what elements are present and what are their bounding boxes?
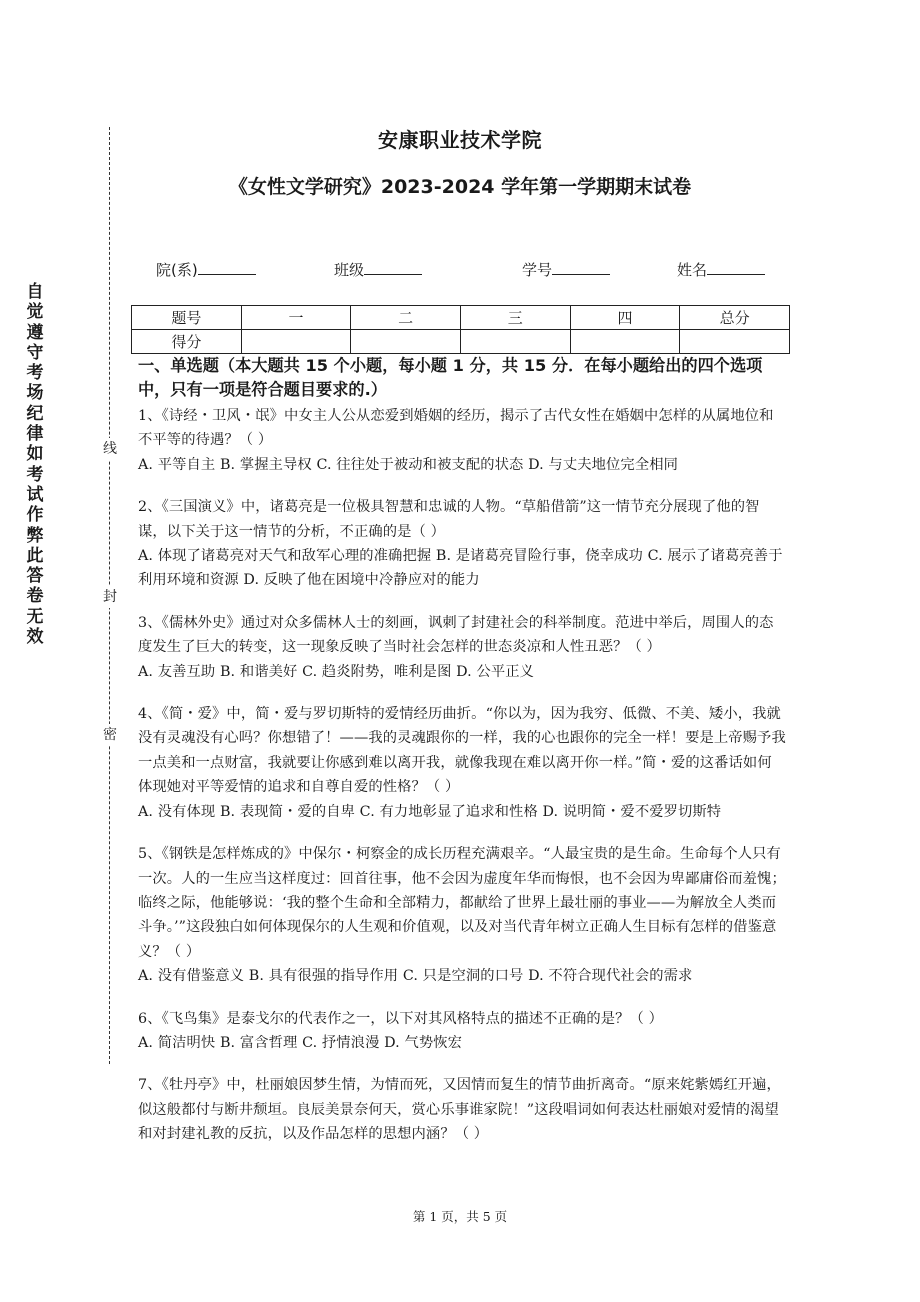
student-id-label: 学号 [522, 261, 553, 279]
score-table-row-label: 题号 [132, 306, 242, 330]
question-item [138, 1007, 786, 1056]
department-blank[interactable] [198, 259, 256, 275]
school-name: 安康职业技术学院 [378, 128, 542, 152]
question-options: A. 简洁明快 B. 富含哲理 C. 抒情浪漫 D. 气势恢宏 [138, 1034, 463, 1051]
class-blank[interactable] [364, 259, 422, 275]
page-number: 第 1 页，共 5 页 [412, 1209, 508, 1224]
question-options: A. 没有借鉴意义 B. 具有很强的指导作用 C. 只是空洞的口号 D. 不符合现代社会的需求 [138, 968, 693, 985]
score-cell[interactable] [570, 330, 680, 354]
exam-title: 《女性文学研究》2023-2024 学年第一学期期末试卷 [228, 176, 692, 198]
question-options: A. 友善互助 B. 和谐美好 C. 趋炎附势，唯利是图 D. 公平正义 [138, 663, 535, 680]
class-label: 班级 [334, 261, 365, 279]
department-label: 院(系) [156, 261, 198, 279]
question-stem: 7、《牡丹亭》中，杜丽娘因梦生情，为情而死，又因情而复生的情节曲折离奇。“原来姹紫嫣红开遍，似这般都付与断井颓垣。良辰美景奈何天，赏心乐事谁家院！”这段唱词如何表达杜丽娘对爱情的渴望和对封建礼教的反抗，以及作品怎样的思想内涵？（ ） [138, 1077, 781, 1143]
question-options: A. 没有体现 B. 表现简・爱的自卑 C. 有力地彰显了追求和性格 D. 说明简・爱不爱罗切斯特 [138, 803, 722, 820]
exam-rules-notice: 自觉遵守考场纪律如考试作弊此答卷无效 [26, 282, 44, 648]
score-cell[interactable] [460, 330, 570, 354]
question-item [138, 404, 786, 477]
question-item [138, 611, 786, 684]
score-table-col-total: 总分 [680, 306, 790, 330]
score-table-row-label: 得分 [132, 330, 242, 354]
question-stem: 6、《飞鸟集》是泰戈尔的代表作之一，以下对其风格特点的描述不正确的是？（ ） [138, 1010, 663, 1027]
score-table-score-row [132, 330, 790, 354]
name-blank[interactable] [707, 259, 765, 275]
name-field[interactable] [677, 259, 765, 280]
question-stem: 1、《诗经・卫风・氓》中女主人公从恋爱到婚姻的经历，揭示了古代女性在婚姻中怎样的从属地位和不平等的待遇？（ ） [138, 408, 774, 449]
exam-content [138, 354, 786, 1165]
score-table-col-4: 四 [570, 306, 680, 330]
score-cell[interactable] [241, 330, 351, 354]
student-id-field[interactable] [522, 259, 610, 280]
question-options: A. 平等自主 B. 掌握主导权 C. 往往处于被动和被支配的状态 D. 与丈夫地位完全相同 [138, 456, 679, 473]
seal-mark-secret: 密 [101, 724, 119, 746]
score-table [131, 305, 790, 354]
seal-mark-seal: 封 [101, 586, 119, 608]
section-heading: 一、单选题（本大题共 15 个小题，每小题 1 分，共 15 分．在每小题给出的四个选项中，只有一项是符合题目要求的.） [138, 356, 763, 399]
question-item [138, 1073, 786, 1146]
class-field[interactable] [334, 259, 422, 280]
question-stem: 3、《儒林外史》通过对众多儒林人士的刻画，讽刺了封建社会的科举制度。范进中举后，周围人的态度发生了巨大的转变，这一现象反映了当时社会怎样的世态炎凉和人性丑恶？（ ） [138, 614, 774, 656]
question-stem: 5、《钢铁是怎样炼成的》中保尔・柯察金的成长历程充满艰辛。“人最宝贵的是生命。生命每个人只有一次。人的一生应当这样度过：回首往事，他不会因为虚度年华而悔恨，也不会因为卑鄙庸俗而羞愧；临终之际，他能够说：‘我的整个生命和全部精力，都献给了世界上最壮丽的事业——为解放全人类而斗争。’”这段独白如何体现保尔的人生观和价值观，以及对当代青年树立正确人生目标有怎样的借鉴意义？（ ） [138, 846, 786, 960]
question-stem: 2、《三国演义》中，诸葛亮是一位极具智慧和忠诚的人物。“草船借箭”这一情节充分展现了他的智谋，以下关于这一情节的分析，不正确的是（ ） [138, 499, 760, 540]
score-cell[interactable] [680, 330, 790, 354]
question-options: A. 体现了诸葛亮对天气和敌军心理的准确把握 B. 是诸葛亮冒险行事，侥幸成功 C. 展示了诸葛亮善于利用环境和资源 D. 反映了他在困境中冷静应对的能力 [138, 548, 783, 589]
seal-mark-line: 线 [101, 438, 119, 460]
question-stem: 4、《简・爱》中，简・爱与罗切斯特的爱情经历曲折。“你以为，因为我穷、低微、不美、矮小，我就没有灵魂没有心吗？你想错了！——我的灵魂跟你的一样，我的心也跟你的完全一样！要是上帝赐予我一点美和一点财富，我就要让你感到难以离开我，就像我现在难以离开你一样。”简・爱的这番话如何体现她对平等爱情的追求和自尊自爱的性格？（ ） [138, 706, 786, 796]
student-id-blank[interactable] [552, 259, 610, 275]
department-field[interactable] [156, 259, 256, 280]
score-table-col-3: 三 [460, 306, 570, 330]
question-item [138, 702, 786, 824]
name-label: 姓名 [677, 261, 708, 279]
score-cell[interactable] [351, 330, 461, 354]
score-table-col-2: 二 [351, 306, 461, 330]
score-table-header-row [132, 306, 790, 330]
question-item [138, 842, 786, 988]
score-table-col-1: 一 [241, 306, 351, 330]
question-item [138, 495, 786, 593]
